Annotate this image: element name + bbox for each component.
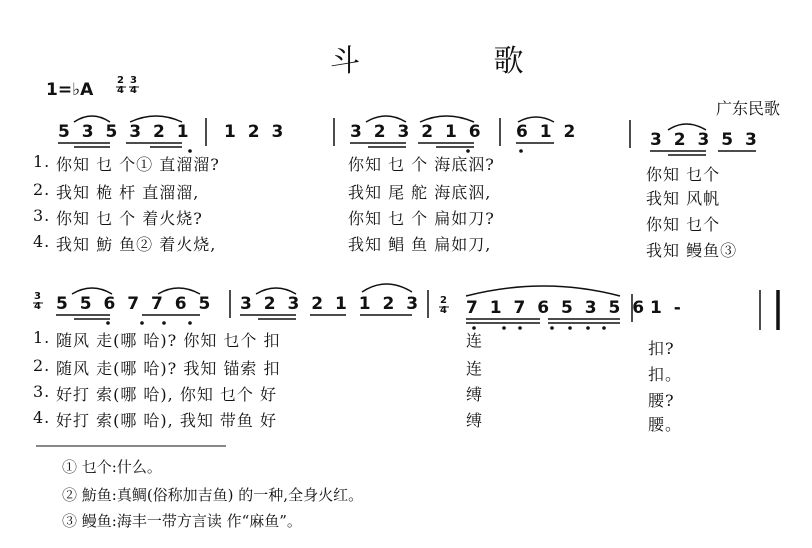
time-sig-bottom: 4 [130, 85, 137, 96]
verse-4-lyric-c: 我知 鳗鱼③ [646, 241, 738, 260]
notes-measure-5: 3 2 3 5 3 [650, 130, 760, 150]
slur [72, 288, 112, 294]
verse-1-lyric-f: 扣? [648, 339, 675, 358]
verse-4-lyric-e: 缚 [466, 411, 484, 430]
slur [668, 124, 706, 130]
notes-measure-9: 1 - [650, 298, 684, 318]
verse-3-lyric-c: 你知 乜个 [646, 215, 721, 234]
slur [420, 116, 474, 122]
lower-octave-dot [502, 326, 506, 330]
verse-1-number: 1. [33, 152, 51, 171]
lower-octave-dot [162, 321, 166, 325]
verse-1-lyric-e: 连 [466, 331, 484, 350]
verse-3-lyric-b: 你知 乜 个 扁如刀? [348, 209, 495, 228]
verse-2-lyric-e: 连 [466, 359, 484, 378]
lower-octave-dot [106, 321, 110, 325]
lower-octave-dot [518, 326, 522, 330]
verse-2-lyric-a: 我知 桅 杆 直溜溜, [56, 183, 200, 202]
lower-octave-dot [602, 326, 606, 330]
lower-octave-dot [586, 326, 590, 330]
verse-3-lyric-d: 好打 索(哪 哈), 你知 乜个 好 [56, 385, 278, 404]
slur [362, 284, 412, 292]
footnote-2: ② 魴鱼:真鲷(俗称加吉鱼) 的一种,全身火红。 [62, 486, 364, 504]
notes-measure-7: 3 2 3 2 1 1 2 3 [240, 294, 422, 314]
notes-measure-6: 5 5 6 7 7 6 5 [56, 294, 214, 314]
verse-3-lyric-f: 腰? [648, 391, 675, 410]
verse-1-number-system-2: 1. [33, 328, 51, 347]
slur [130, 116, 182, 122]
slur [466, 286, 620, 296]
notes-measure-8: 7 1 7 6 5 3 5 6 [466, 298, 648, 318]
slur [74, 116, 110, 122]
footnote-1: ① 乜个:什么。 [62, 458, 162, 476]
verse-1-lyric-d: 随风 走(哪 哈)? 你知 乜个 扣 [56, 331, 281, 350]
verse-1-lyric-c: 你知 乜个 [646, 165, 721, 184]
time-sig-top: 2 [440, 295, 447, 306]
verse-3-number: 3. [33, 206, 51, 225]
notes-measure-3: 3 2 3 2 1 6 [350, 122, 484, 142]
time-sig-bottom: 4 [440, 305, 447, 316]
verse-2-lyric-c: 我知 风帆 [646, 189, 721, 208]
verse-4-number-system-2: 4. [33, 408, 51, 427]
verse-2-lyric-d: 随风 走(哪 哈)? 我知 锚索 扣 [56, 359, 281, 378]
lower-octave-dot [188, 321, 192, 325]
verse-2-number: 2. [33, 180, 51, 199]
lower-octave-dot [550, 326, 554, 330]
verse-4-lyric-f: 腰。 [648, 415, 683, 434]
lower-octave-dot [519, 149, 523, 153]
notes-measure-1: 5 3 5 3 2 1 [58, 122, 192, 142]
verse-4-number: 4. [33, 232, 51, 251]
verse-1-lyric-b: 你知 乜 个 海底泅? [348, 155, 495, 174]
slur [518, 117, 554, 122]
notes-measure-4: 6 1 2 [516, 122, 579, 142]
key-signature: 1=♭A [46, 80, 94, 100]
time-sig-top: 3 [34, 291, 41, 302]
lower-octave-dot [568, 326, 572, 330]
notes-measure-2: 1 2 3 [224, 122, 287, 142]
time-sig-top: 2 [117, 75, 124, 86]
song-title: 斗 歌 [330, 44, 586, 79]
verse-4-lyric-b: 我知 鲳 鱼 扁如刀, [348, 235, 492, 254]
time-sig-bottom: 4 [34, 301, 41, 312]
lower-octave-dot [472, 326, 476, 330]
lower-octave-dot [188, 149, 192, 153]
lower-octave-dot [466, 149, 470, 153]
attribution: 广东民歌 [716, 99, 781, 118]
slur [256, 288, 296, 294]
footnote-3: ③ 鳗鱼:海丰一带方言读 作“麻鱼”。 [62, 512, 302, 530]
verse-3-number-system-2: 3. [33, 382, 51, 401]
lower-octave-dot [140, 321, 144, 325]
verse-3-lyric-a: 你知 乜 个 着火烧? [56, 209, 203, 228]
time-sig-bottom: 4 [117, 85, 124, 96]
slur [158, 288, 200, 294]
verse-3-lyric-e: 缚 [466, 385, 484, 404]
verse-2-lyric-f: 扣。 [648, 365, 683, 384]
verse-4-lyric-d: 好打 索(哪 哈), 我知 带鱼 好 [56, 411, 278, 430]
time-sig-top: 3 [130, 75, 137, 86]
verse-4-lyric-a: 我知 魴 鱼② 着火烧, [56, 235, 217, 254]
verse-1-lyric-a: 你知 乜 个① 直溜溜? [56, 155, 220, 174]
verse-2-number-system-2: 2. [33, 356, 51, 375]
verse-2-lyric-b: 我知 尾 舵 海底泅, [348, 183, 492, 202]
slur [366, 116, 406, 122]
